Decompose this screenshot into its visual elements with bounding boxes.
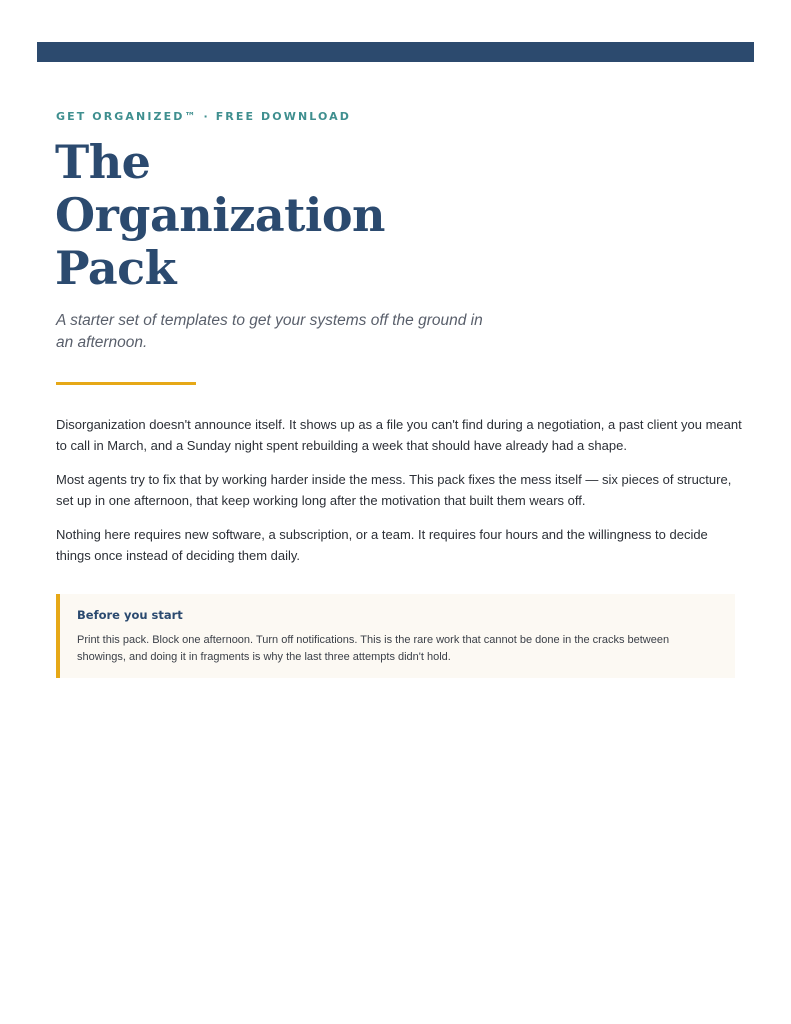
- body-paragraph: Most agents try to fix that by working harder inside the mess. This pack fixes the mess itself — six pieces of structure, set up in one afternoon, that keep working long after the motivation that built them wears off.: [56, 472, 732, 508]
- body-paragraph: Disorganization doesn't announce itself. It shows up as a file you can't find during a negotiation, a past client you meant to call in March, and a Sunday night spent rebuilding a week that should have already had a shape.: [56, 417, 742, 453]
- eyebrow-label: GET ORGANIZED™ · FREE DOWNLOAD: [56, 110, 351, 123]
- title-line: Pack: [55, 241, 177, 295]
- callout-title: Before you start: [77, 608, 183, 622]
- subtitle: A starter set of templates to get your systems off the ground in an afternoon.: [56, 312, 483, 351]
- callout-text: Print this pack. Block one afternoon. Turn off notifications. This is the rare work that cannot be done in the cracks between showings, and doing it in fragments is why the last three attempts didn't hold.: [77, 634, 670, 663]
- title-line: Organization: [55, 188, 385, 242]
- page-title: [55, 136, 535, 295]
- header-bar: [37, 42, 754, 62]
- title-line: The: [55, 135, 151, 189]
- body-paragraph: Nothing here requires new software, a subscription, or a team. It requires four hours and the willingness to decide things once instead of deciding them daily.: [56, 527, 708, 563]
- callout-box: [56, 594, 735, 678]
- accent-divider: [56, 382, 196, 385]
